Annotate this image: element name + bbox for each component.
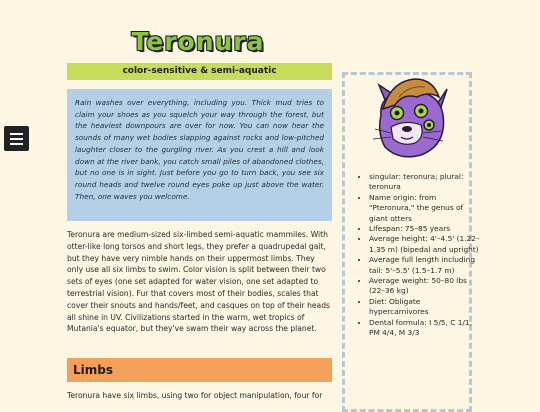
fact-item: • Average weight: 50–80 lbs (22–36 kg): [369, 276, 481, 297]
fact-item: • Diet: Obligate hypercarnivores: [369, 297, 481, 318]
intro-paragraph: Teronura are medium-sized six-limbed semi-aquatic mammiles. With otter-like long torsos and short legs, they prefer a quadrupedal gait, but they have very nimble hands on their uppermost limbs. They only use all six limbs to swim. Color vision is split between their two sets of eyes (one set adapted for water vision, one set adapted to terrestrial vision). Fur that covers most of their bodies, scales that cover their snouts and hands/feet, and casques on top of their heads all shine in UV. Civilizations started in the warm, wet tropics of Mutania's equator, but they've swam their way across the planet.: [67, 230, 330, 334]
fact-item: • Average height: 4'–4.5' (1.22–1.35 m) (bipedal and upright): [369, 234, 481, 255]
infobox-facts-list: [355, 172, 481, 339]
fact-item: • Average full length including tail: 5'–5.5' (1.5–1.7 m): [369, 255, 481, 276]
fact-item: • Name origin: from "Pteronura," the genus of giant otters: [369, 193, 481, 224]
hamburger-menu-icon[interactable]: [4, 126, 29, 151]
menu-line: [10, 133, 23, 135]
fact-item: • Lifespan: 75–85 years: [369, 224, 481, 234]
story-intro: Rain washes over everything, including you. Thick mud tries to claim your shoes as you squelch your way through the forest, but the heaviest downpours are over for now. You can now hear the sounds of many wet bodies slapping against rocks and low-pitched laughter closer to the gurgling river. As you crest a hill and look down at the river bank, you catch small piles of abandoned clothes, but no one is in sight. Just before you go to turn back, you see six round heads and twelve round eyes poke up just above the water. Then, one waves you welcome.: [67, 89, 332, 221]
page-title: Teronura: [131, 27, 265, 56]
section-heading-limbs: Limbs: [67, 358, 332, 382]
menu-line: [10, 138, 23, 140]
menu-line: [10, 143, 23, 145]
fact-item: • singular: teronura; plural: teronura: [369, 172, 481, 193]
teronura-portrait-icon: [369, 75, 454, 167]
fact-item: • Dental formula: I 5/5, C 1/1, PM 4/4, M 3/3: [369, 318, 481, 339]
limbs-paragraph: Teronura have six limbs, using two for object manipulation, four for: [67, 391, 323, 400]
page-subtitle: color-sensitive & semi-aquatic: [67, 63, 332, 80]
